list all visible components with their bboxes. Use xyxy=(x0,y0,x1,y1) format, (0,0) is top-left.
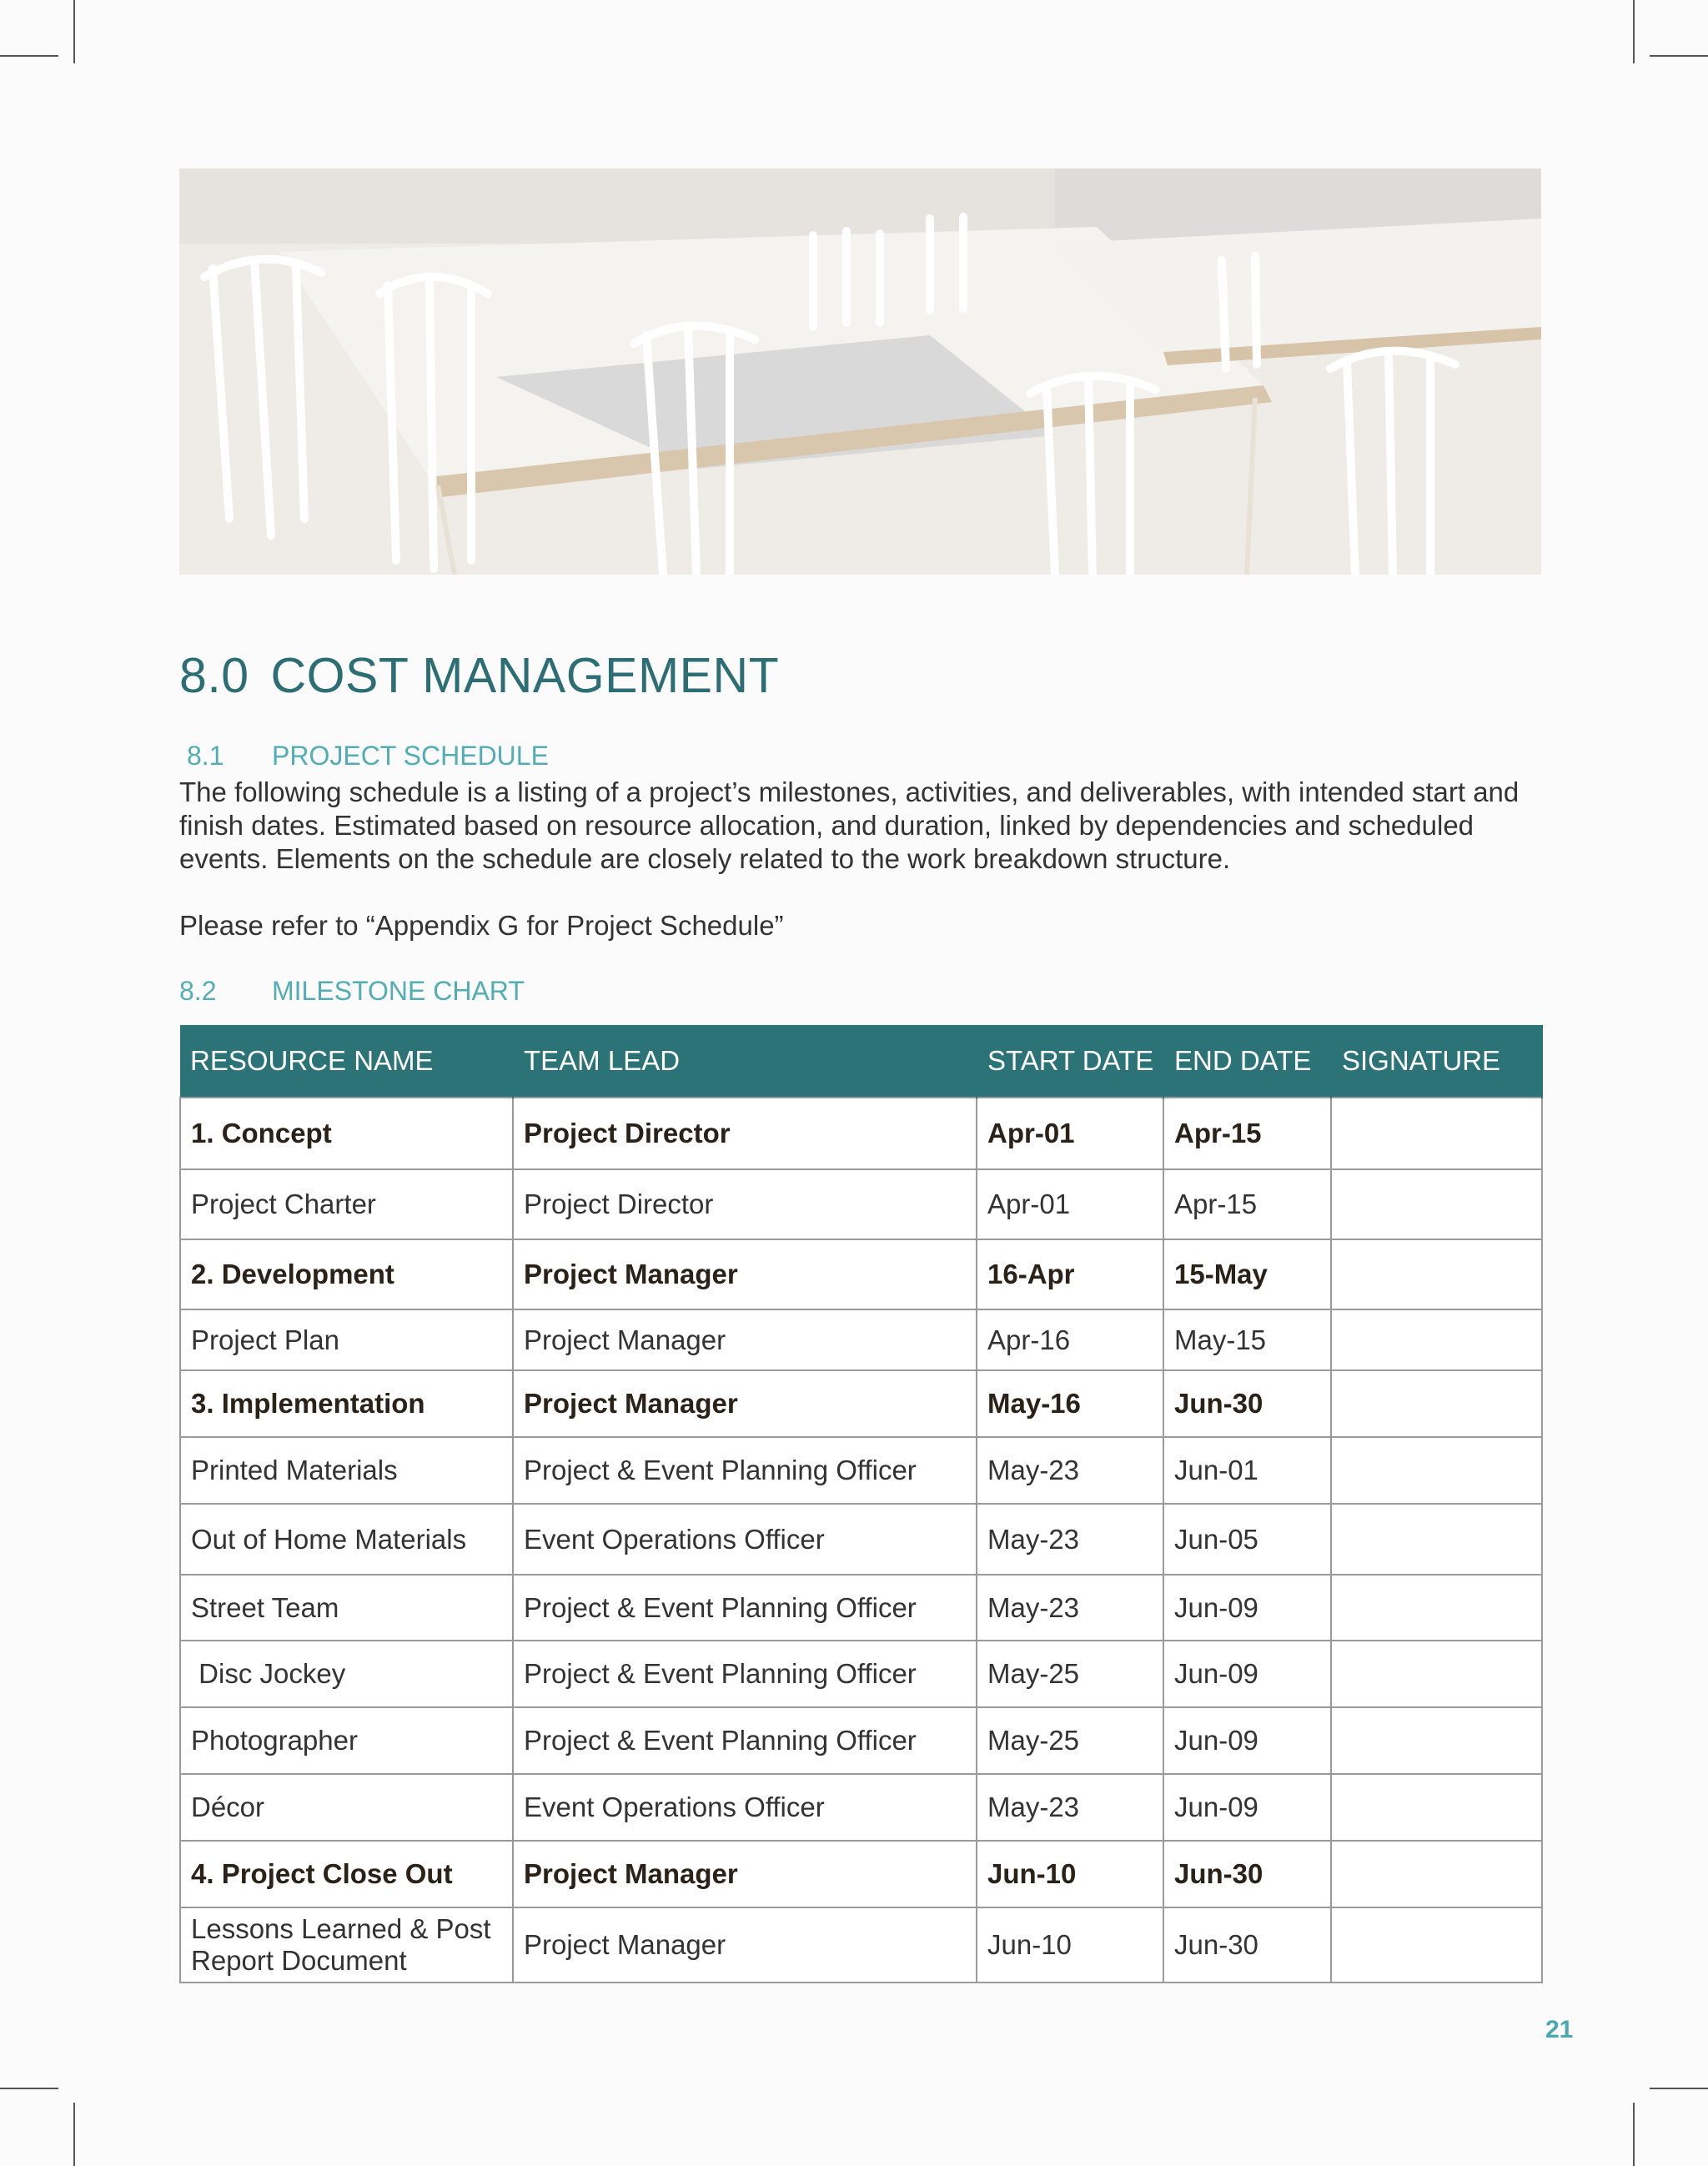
table-cell-end: Jun-05 xyxy=(1163,1504,1331,1575)
crop-mark xyxy=(1650,55,1708,57)
hero-image xyxy=(179,168,1541,575)
subsection-title: PROJECT SCHEDULE xyxy=(272,741,549,771)
table-cell-end: Jun-30 xyxy=(1163,1907,1331,1983)
column-header: END DATE xyxy=(1163,1025,1331,1098)
table-cell-start: Jun-10 xyxy=(977,1841,1163,1907)
table-cell-lead: Project Manager xyxy=(513,1370,977,1437)
column-header: TEAM LEAD xyxy=(513,1025,977,1098)
table-cell-end: Jun-09 xyxy=(1163,1575,1331,1641)
table-cell-resource: Décor xyxy=(180,1774,513,1841)
table-cell-lead: Project Manager xyxy=(513,1907,977,1983)
section-number: 8.0 xyxy=(179,648,249,703)
table-cell-start: May-23 xyxy=(977,1774,1163,1841)
table-cell-resource: Disc Jockey xyxy=(180,1641,513,1707)
table-row xyxy=(180,1437,1542,1504)
table-cell-resource: 1. Concept xyxy=(180,1098,513,1169)
table-cell-end: Jun-09 xyxy=(1163,1641,1331,1707)
crop-mark xyxy=(1633,2103,1635,2166)
table-cell-resource: Street Team xyxy=(180,1575,513,1641)
table-cell-start: May-23 xyxy=(977,1504,1163,1575)
column-header: RESOURCE NAME xyxy=(180,1025,513,1098)
crop-mark xyxy=(1633,0,1635,63)
subsection-number: 8.1 xyxy=(187,741,224,771)
table-cell-end: Jun-09 xyxy=(1163,1707,1331,1774)
column-header: START DATE xyxy=(977,1025,1163,1098)
appendix-note: Please refer to “Appendix G for Project Schedule” xyxy=(179,910,784,941)
crop-mark xyxy=(0,2088,58,2089)
table-cell-end: 15-May xyxy=(1163,1239,1331,1309)
table-row xyxy=(180,1707,1542,1774)
table-row xyxy=(180,1774,1542,1841)
crop-mark xyxy=(73,0,75,63)
table-cell-signature xyxy=(1331,1437,1542,1504)
table-row xyxy=(180,1907,1542,1983)
table-cell-start: May-23 xyxy=(977,1575,1163,1641)
table-cell-signature xyxy=(1331,1098,1542,1169)
table-cell-signature xyxy=(1331,1774,1542,1841)
crop-mark xyxy=(73,2103,75,2166)
crop-mark xyxy=(0,55,58,57)
table-cell-resource: Project Charter xyxy=(180,1169,513,1239)
table-cell-lead: Project Manager xyxy=(513,1309,977,1370)
table-cell-resource: Printed Materials xyxy=(180,1437,513,1504)
table-cell-resource: Out of Home Materials xyxy=(180,1504,513,1575)
table-cell-signature xyxy=(1331,1907,1542,1983)
table-cell-end: Apr-15 xyxy=(1163,1098,1331,1169)
table-cell-lead: Project Manager xyxy=(513,1841,977,1907)
table-cell-lead: Event Operations Officer xyxy=(513,1774,977,1841)
table-row-phase xyxy=(180,1370,1542,1437)
subsection-heading-schedule xyxy=(187,741,549,771)
table-cell-start: May-23 xyxy=(977,1437,1163,1504)
subsection-heading-milestone xyxy=(179,976,525,1007)
table-cell-resource: Project Plan xyxy=(180,1309,513,1370)
section-title-text: COST MANAGEMENT xyxy=(270,648,780,703)
table-cell-signature xyxy=(1331,1169,1542,1239)
table-row xyxy=(180,1504,1542,1575)
subsection-number: 8.2 xyxy=(179,976,217,1006)
table-cell-start: Apr-16 xyxy=(977,1309,1163,1370)
table-cell-resource: 2. Development xyxy=(180,1239,513,1309)
table-cell-end: May-15 xyxy=(1163,1309,1331,1370)
table-cell-lead: Event Operations Officer xyxy=(513,1504,977,1575)
section-title xyxy=(179,647,779,704)
table-cell-resource: Photographer xyxy=(180,1707,513,1774)
table-cell-lead: Project Manager xyxy=(513,1239,977,1309)
page-number: 21 xyxy=(1545,2016,1574,2043)
table-cell-end: Jun-30 xyxy=(1163,1370,1331,1437)
table-cell-signature xyxy=(1331,1504,1542,1575)
table-cell-lead: Project & Event Planning Officer xyxy=(513,1707,977,1774)
table-row-phase xyxy=(180,1239,1542,1309)
table-cell-end: Apr-15 xyxy=(1163,1169,1331,1239)
table-cell-start: May-16 xyxy=(977,1370,1163,1437)
table-cell-resource: 4. Project Close Out xyxy=(180,1841,513,1907)
subsection-title: MILESTONE CHART xyxy=(272,976,525,1006)
table-cell-resource: Lessons Learned & Post Report Document xyxy=(180,1907,513,1983)
table-row xyxy=(180,1309,1542,1370)
table-cell-start: May-25 xyxy=(977,1641,1163,1707)
table-cell-start: May-25 xyxy=(977,1707,1163,1774)
table-cell-signature xyxy=(1331,1841,1542,1907)
table-cell-start: 16-Apr xyxy=(977,1239,1163,1309)
table-cell-start: Apr-01 xyxy=(977,1098,1163,1169)
table-cell-signature xyxy=(1331,1575,1542,1641)
table-cell-lead: Project & Event Planning Officer xyxy=(513,1437,977,1504)
table-cell-resource: 3. Implementation xyxy=(180,1370,513,1437)
crop-mark xyxy=(1650,2088,1708,2089)
table-cell-end: Jun-01 xyxy=(1163,1437,1331,1504)
table-row xyxy=(180,1641,1542,1707)
table-cell-lead: Project Director xyxy=(513,1098,977,1169)
schedule-description: The following schedule is a listing of a project’s milestones, activities, and deliverables, with intended start and finish dates. Estimated based on resource allocation, and duration, linked by dependencies and scheduled events. Elements on the schedule are closely related to the work breakdown structure. xyxy=(179,776,1520,874)
table-row-phase xyxy=(180,1841,1542,1907)
table-cell-lead: Project & Event Planning Officer xyxy=(513,1575,977,1641)
table-cell-end: Jun-30 xyxy=(1163,1841,1331,1907)
cafe-chairs-illustration xyxy=(179,168,1541,575)
table-cell-lead: Project Director xyxy=(513,1169,977,1239)
table-cell-end: Jun-09 xyxy=(1163,1774,1331,1841)
table-cell-start: Jun-10 xyxy=(977,1907,1163,1983)
table-row xyxy=(180,1169,1542,1239)
column-header: SIGNATURE xyxy=(1331,1025,1542,1098)
table-cell-signature xyxy=(1331,1370,1542,1437)
table-cell-signature xyxy=(1331,1707,1542,1774)
table-header-row xyxy=(180,1025,1542,1098)
table-cell-lead: Project & Event Planning Officer xyxy=(513,1641,977,1707)
table-cell-signature xyxy=(1331,1641,1542,1707)
table-cell-signature xyxy=(1331,1239,1542,1309)
milestone-table xyxy=(179,1025,1543,1983)
table-cell-start: Apr-01 xyxy=(977,1169,1163,1239)
table-cell-signature xyxy=(1331,1309,1542,1370)
table-row-phase xyxy=(180,1098,1542,1169)
table-row xyxy=(180,1575,1542,1641)
